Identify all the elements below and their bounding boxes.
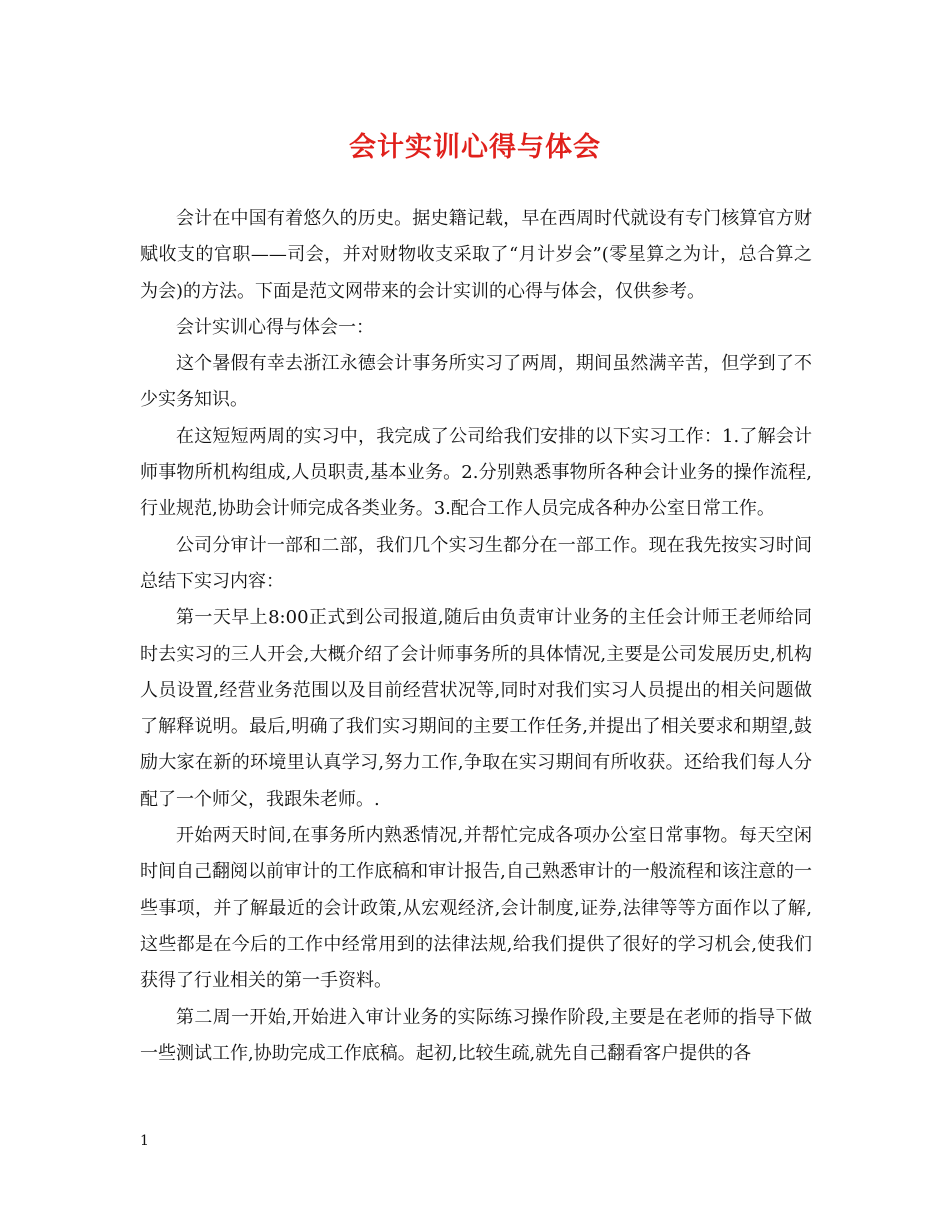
paragraph: 在这短短两周的实习中，我完成了公司给我们安排的以下实习工作：1.了解会计师事物所机构组成,人员职责,基本业务。2.分别熟悉事物所各种会计业务的操作流程,行业规范,协助会计师完成各类业务。3.配合工作人员完成各种办公室日常工作。 xyxy=(140,425,812,520)
paragraph: 这个暑假有幸去浙江永德会计事务所实习了两周，期间虽然满辛苦，但学到了不少实务知识。 xyxy=(140,353,812,411)
document-title: 会计实训心得与体会 xyxy=(349,132,601,163)
paragraph: 公司分审计一部和二部，我们几个实习生都分在一部工作。现在我先按实习时间总结下实习内容： xyxy=(140,534,812,592)
paragraph: 会计实训心得与体会一： xyxy=(176,316,374,338)
paragraph: 会计在中国有着悠久的历史。据史籍记载，早在西周时代就设有专门核算官方财赋收支的官职——司会，并对财物收支采取了“月计岁会”(零星算之为计，总合算之为会)的方法。下面是范文网带来的会计实训的心得与体会，仅供参考。 xyxy=(140,208,812,302)
document-body xyxy=(140,201,812,1072)
page-number: 1 xyxy=(140,1133,149,1149)
paragraph: 第一天早上8:00正式到公司报道,随后由负责审计业务的主任会计师王老师给同时去实习的三人开会,大概介绍了会计师事务所的具体情况,主要是公司发展历史,机构人员设置,经营业务范围以及目前经营状况等,同时对我们实习人员提出的相关问题做了解释说明。最后,明确了我们实习期间的主要工作任务,并提出了相关要求和期望,鼓励大家在新的环境里认真学习,努力工作,争取在实习期间有所收获。还给我们每人分配了一个师父，我跟朱老师。. xyxy=(140,607,812,810)
paragraph: 第二周一开始,开始进入审计业务的实际练习操作阶段,主要是在老师的指导下做一些测试工作,协助完成工作底稿。起初,比较生疏,就先自己翻看客户提供的各 xyxy=(140,1006,812,1064)
paragraph: 开始两天时间,在事务所内熟悉情况,并帮忙完成各项办公室日常事物。每天空闲时间自己翻阅以前审计的工作底稿和审计报告,自己熟悉审计的一般流程和该注意的一些事项，并了解最近的会计政策,从宏观经济,会计制度,证券,法律等等方面作以了解,这些都是在今后的工作中经常用到的法律法规,给我们提供了很好的学习机会,使我们获得了行业相关的第一手资料。 xyxy=(140,825,812,992)
